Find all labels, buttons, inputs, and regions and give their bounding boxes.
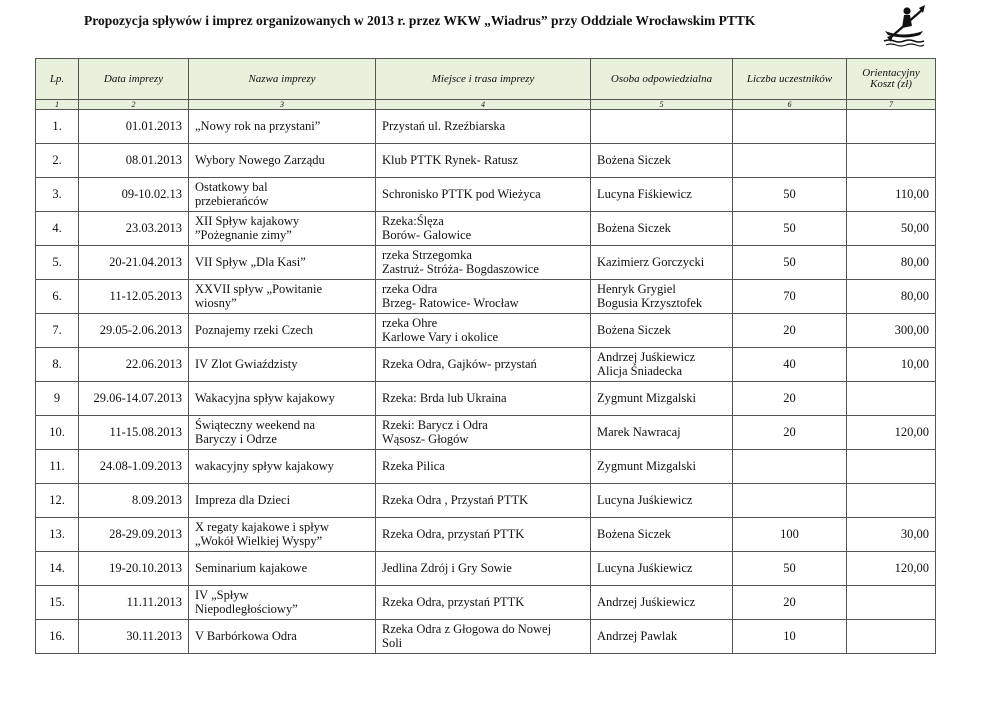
table-row <box>36 246 936 280</box>
cell-place-route <box>376 450 591 484</box>
cell-place-route <box>376 280 591 314</box>
cell-person <box>591 212 733 246</box>
table-row <box>36 348 936 382</box>
cell-person <box>591 382 733 416</box>
cell-date: 8.09.2013 <box>79 484 189 518</box>
cell-event-name <box>189 178 376 212</box>
cell-event-name <box>189 246 376 280</box>
cell-person-line: Bożena Siczek <box>597 526 671 541</box>
cell-date: 30.11.2013 <box>79 620 189 654</box>
table-row <box>36 314 936 348</box>
cell-person <box>591 110 733 144</box>
cell-cost <box>847 586 936 620</box>
cell-person <box>591 450 733 484</box>
cell-participants: 10 <box>733 620 847 654</box>
cell-lp: 8. <box>36 348 79 382</box>
cell-person-line: Andrzej Pawlak <box>597 628 678 643</box>
table-row <box>36 178 936 212</box>
cell-event-name-line: IV Zlot Gwiaździsty <box>195 356 298 371</box>
kayaker-icon <box>882 4 926 48</box>
cell-place-route <box>376 314 591 348</box>
cell-event-name <box>189 110 376 144</box>
cell-cost: 80,00 <box>847 280 936 314</box>
cell-event-name-line: Seminarium kajakowe <box>195 560 308 575</box>
cell-event-name-line: Niepodległościowy” <box>195 601 298 616</box>
table-row <box>36 518 936 552</box>
cell-person-line: Andrzej Juśkiewicz <box>597 594 696 609</box>
header-lp: Lp. <box>36 59 79 100</box>
cell-place-route-line: Wąsosz- Głogów <box>382 431 469 446</box>
cell-person <box>591 246 733 280</box>
cell-person-line: Kazimierz Gorczycki <box>597 254 705 269</box>
cell-place-route <box>376 620 591 654</box>
cell-person-line: Alicja Śniadecka <box>597 363 683 378</box>
cell-participants: 50 <box>733 178 847 212</box>
cell-place-route-line: rzeka Odra <box>382 282 438 296</box>
table-row <box>36 416 936 450</box>
cell-person-line: Zygmunt Mizgalski <box>597 390 696 405</box>
cell-place-route <box>376 518 591 552</box>
cell-date: 08.01.2013 <box>79 144 189 178</box>
cell-event-name-line: Wybory Nowego Zarządu <box>195 152 325 167</box>
cell-person <box>591 144 733 178</box>
cell-person <box>591 484 733 518</box>
cell-place-route-line: Rzeka: Brda lub Ukraina <box>382 390 507 405</box>
cell-place-route-line: Borów- Galowice <box>382 227 472 242</box>
cell-place-route <box>376 416 591 450</box>
events-table <box>35 58 936 654</box>
cell-event-name <box>189 450 376 484</box>
cell-place-route <box>376 382 591 416</box>
cell-event-name-line: wakacyjny spływ kajakowy <box>195 458 334 473</box>
cell-event-name-line: „Wokół Wielkiej Wyspy” <box>195 533 323 548</box>
cell-place-route-line: Rzeka Odra, przystań PTTK <box>382 526 525 541</box>
cell-event-name-line: przebierańców <box>195 193 269 208</box>
cell-place-route-line: Rzeka Odra , Przystań PTTK <box>382 492 529 507</box>
cell-lp: 2. <box>36 144 79 178</box>
cell-person-line: Bogusia Krzysztofek <box>597 295 703 310</box>
cell-lp: 13. <box>36 518 79 552</box>
cell-participants <box>733 144 847 178</box>
cell-person <box>591 280 733 314</box>
cell-place-route-line: Rzeka:Ślęza <box>382 214 444 228</box>
cell-person-line: Lucyna Juśkiewicz <box>597 492 693 507</box>
cell-event-name-line: XII Spływ kajakowy <box>195 214 300 228</box>
cell-place-route <box>376 110 591 144</box>
cell-person <box>591 178 733 212</box>
cell-participants: 20 <box>733 314 847 348</box>
cell-place-route-line: Rzeki: Barycz i Odra <box>382 418 488 432</box>
cell-participants: 50 <box>733 552 847 586</box>
column-number: 5 <box>591 100 733 110</box>
cell-event-name-line: Wakacyjna spływ kajakowy <box>195 390 335 405</box>
cell-participants: 20 <box>733 586 847 620</box>
cell-person-line: Henryk Grygiel <box>597 282 676 296</box>
cell-participants <box>733 450 847 484</box>
cell-cost <box>847 620 936 654</box>
column-number-row <box>36 100 936 110</box>
cell-event-name-line: Ostatkowy bal <box>195 180 268 194</box>
cell-event-name-line: Świąteczny weekend na <box>195 418 316 432</box>
cell-place-route-line: Rzeka Odra, przystań PTTK <box>382 594 525 609</box>
cell-participants: 50 <box>733 212 847 246</box>
cell-event-name <box>189 416 376 450</box>
cell-place-route-line: rzeka Ohre <box>382 316 438 330</box>
cell-cost <box>847 382 936 416</box>
cell-event-name <box>189 382 376 416</box>
cell-date: 29.06-14.07.2013 <box>79 382 189 416</box>
cell-cost: 50,00 <box>847 212 936 246</box>
cell-event-name-line: „Nowy rok na przystani” <box>195 118 321 133</box>
cell-event-name-line: IV „Spływ <box>195 588 249 602</box>
cell-event-name-line: ”Pożegnanie zimy” <box>195 227 292 242</box>
cell-event-name <box>189 144 376 178</box>
cell-cost <box>847 450 936 484</box>
cell-lp: 7. <box>36 314 79 348</box>
cell-lp: 5. <box>36 246 79 280</box>
header-cost: Orientacyjny Koszt (zł) <box>847 59 936 100</box>
cell-event-name-line: Baryczy i Odrze <box>195 431 277 446</box>
table-header-row <box>36 59 936 100</box>
cell-date: 11.11.2013 <box>79 586 189 620</box>
cell-place-route <box>376 586 591 620</box>
document-title: Propozycja spływów i imprez organizowanych w 2013 r. przez WKW „Wiadrus” przy Oddziale Wrocławskim PTTK <box>84 13 756 28</box>
cell-cost: 10,00 <box>847 348 936 382</box>
cell-event-name <box>189 518 376 552</box>
table-row <box>36 110 936 144</box>
cell-event-name-line: XXVII spływ „Powitanie <box>195 282 323 296</box>
table-row <box>36 586 936 620</box>
header-place-route: Miejsce i trasa imprezy <box>376 59 591 100</box>
cell-person-line: Lucyna Juśkiewicz <box>597 560 693 575</box>
cell-place-route-line: Jedlina Zdrój i Gry Sowie <box>382 560 512 575</box>
cell-event-name-line: VII Spływ „Dla Kasi” <box>195 254 306 269</box>
cell-person-line: Bożena Siczek <box>597 322 671 337</box>
header-participants: Liczba uczestników <box>733 59 847 100</box>
cell-event-name <box>189 484 376 518</box>
cell-cost: 300,00 <box>847 314 936 348</box>
header-person: Osoba odpowiedzialna <box>591 59 733 100</box>
header-event-name: Nazwa imprezy <box>189 59 376 100</box>
column-number: 6 <box>733 100 847 110</box>
table-row <box>36 620 936 654</box>
cell-participants: 100 <box>733 518 847 552</box>
cell-event-name <box>189 314 376 348</box>
cell-place-route <box>376 484 591 518</box>
cell-place-route-line: Rzeka Odra, Gajków- przystań <box>382 356 537 371</box>
table-row <box>36 450 936 484</box>
cell-place-route-line: Karlowe Vary i okolice <box>382 329 499 344</box>
cell-event-name-line: wiosny” <box>195 295 237 310</box>
table-row <box>36 552 936 586</box>
cell-lp: 14. <box>36 552 79 586</box>
cell-lp: 10. <box>36 416 79 450</box>
cell-date: 23.03.2013 <box>79 212 189 246</box>
cell-person-line: Lucyna Fiśkiewicz <box>597 186 692 201</box>
cell-lp: 12. <box>36 484 79 518</box>
cell-person-line: Bożena Siczek <box>597 220 671 235</box>
cell-place-route <box>376 246 591 280</box>
cell-cost: 30,00 <box>847 518 936 552</box>
cell-event-name <box>189 620 376 654</box>
cell-lp: 3. <box>36 178 79 212</box>
cell-date: 24.08-1.09.2013 <box>79 450 189 484</box>
cell-event-name-line: X regaty kajakowe i spływ <box>195 520 329 534</box>
header-date: Data imprezy <box>79 59 189 100</box>
cell-person-line: Andrzej Juśkiewicz <box>597 350 696 364</box>
cell-place-route <box>376 552 591 586</box>
column-number: 1 <box>36 100 79 110</box>
cell-participants: 70 <box>733 280 847 314</box>
cell-cost: 80,00 <box>847 246 936 280</box>
column-number: 7 <box>847 100 936 110</box>
cell-place-route-line: Klub PTTK Rynek- Ratusz <box>382 152 518 167</box>
cell-cost: 120,00 <box>847 552 936 586</box>
table-row <box>36 212 936 246</box>
table-row <box>36 280 936 314</box>
cell-lp: 11. <box>36 450 79 484</box>
cell-date: 09-10.02.13 <box>79 178 189 212</box>
cell-cost <box>847 110 936 144</box>
cell-date: 11-15.08.2013 <box>79 416 189 450</box>
cell-lp: 6. <box>36 280 79 314</box>
cell-cost <box>847 144 936 178</box>
cell-lp: 1. <box>36 110 79 144</box>
cell-event-name <box>189 348 376 382</box>
cell-lp: 16. <box>36 620 79 654</box>
cell-date: 22.06.2013 <box>79 348 189 382</box>
cell-lp: 15. <box>36 586 79 620</box>
cell-place-route <box>376 178 591 212</box>
table-row <box>36 484 936 518</box>
cell-event-name <box>189 586 376 620</box>
cell-event-name-line: Poznajemy rzeki Czech <box>195 322 314 337</box>
cell-person-line: Zygmunt Mizgalski <box>597 458 696 473</box>
cell-event-name-line: Impreza dla Dzieci <box>195 492 291 507</box>
column-number: 4 <box>376 100 591 110</box>
cell-cost: 110,00 <box>847 178 936 212</box>
cell-cost: 120,00 <box>847 416 936 450</box>
cell-place-route-line: Schronisko PTTK pod Wieżyca <box>382 186 541 201</box>
cell-place-route-line: Rzeka Pilica <box>382 458 445 473</box>
column-number: 3 <box>189 100 376 110</box>
cell-lp: 9 <box>36 382 79 416</box>
cell-date: 28-29.09.2013 <box>79 518 189 552</box>
table-row <box>36 382 936 416</box>
cell-participants: 20 <box>733 382 847 416</box>
table-row <box>36 144 936 178</box>
cell-person <box>591 416 733 450</box>
cell-person <box>591 620 733 654</box>
cell-person-line: Bożena Siczek <box>597 152 671 167</box>
cell-participants: 50 <box>733 246 847 280</box>
cell-event-name-line: V Barbórkowa Odra <box>195 628 297 643</box>
cell-person <box>591 348 733 382</box>
cell-event-name <box>189 552 376 586</box>
cell-place-route <box>376 144 591 178</box>
cell-place-route-line: Zastruż- Stróża- Bogdaszowice <box>382 261 539 276</box>
column-number: 2 <box>79 100 189 110</box>
cell-date: 29.05-2.06.2013 <box>79 314 189 348</box>
cell-place-route-line: Przystań ul. Rzeźbiarska <box>382 118 506 133</box>
cell-date: 19-20.10.2013 <box>79 552 189 586</box>
cell-participants <box>733 484 847 518</box>
cell-cost <box>847 484 936 518</box>
cell-participants: 40 <box>733 348 847 382</box>
cell-place-route-line: Rzeka Odra z Głogowa do Nowej <box>382 622 552 636</box>
cell-place-route <box>376 212 591 246</box>
cell-person <box>591 586 733 620</box>
cell-person-line: Marek Nawracaj <box>597 424 681 439</box>
cell-person <box>591 552 733 586</box>
cell-participants <box>733 110 847 144</box>
cell-event-name <box>189 280 376 314</box>
cell-date: 20-21.04.2013 <box>79 246 189 280</box>
cell-lp: 4. <box>36 212 79 246</box>
cell-date: 11-12.05.2013 <box>79 280 189 314</box>
cell-place-route <box>376 348 591 382</box>
cell-place-route-line: Soli <box>382 635 403 650</box>
cell-place-route-line: Brzeg- Ratowice- Wrocław <box>382 295 519 310</box>
cell-event-name <box>189 212 376 246</box>
cell-person <box>591 518 733 552</box>
cell-person <box>591 314 733 348</box>
cell-date: 01.01.2013 <box>79 110 189 144</box>
cell-participants: 20 <box>733 416 847 450</box>
cell-place-route-line: rzeka Strzegomka <box>382 248 472 262</box>
